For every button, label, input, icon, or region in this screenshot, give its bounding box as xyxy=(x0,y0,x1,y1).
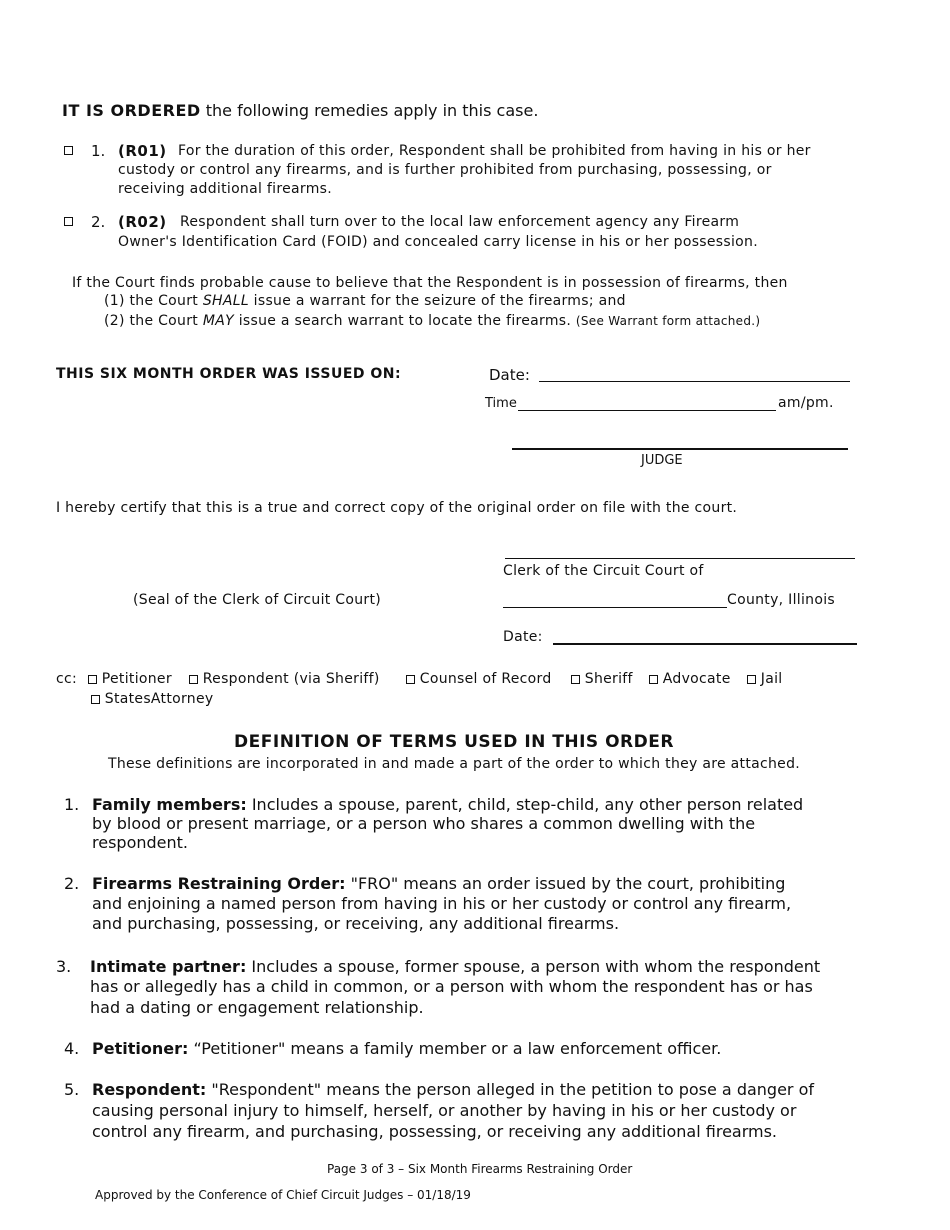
remedy-code: (R01) xyxy=(118,142,167,160)
clerk-court-label: Clerk of the Circuit Court of xyxy=(503,563,704,579)
probable-line-2: (1) the Court SHALL issue a warrant for the seizure of the firearms; and xyxy=(104,293,626,309)
remedy-number: 1. xyxy=(91,142,106,160)
probable-line-3: (2) the Court MAY issue a search warrant to locate the firearms. (See Warrant form attached.) xyxy=(104,313,761,329)
cc-respondent[interactable]: Respondent (via Sheriff) xyxy=(189,671,380,687)
remedy-text-line: receiving additional firearms. xyxy=(118,181,332,197)
remedy-text-line: Owner's Identification Card (FOID) and concealed carry license in his or her possession. xyxy=(118,234,758,250)
cc-states-attorney[interactable]: StatesAttorney xyxy=(91,691,213,707)
judge-signature-line[interactable] xyxy=(512,448,848,450)
definition-line: causing personal injury to himself, herself, or another by having in his or her custody or xyxy=(92,1101,797,1120)
ordered-statement xyxy=(62,101,538,120)
issued-ampm: am/pm. xyxy=(778,395,834,411)
cc-advocate[interactable]: Advocate xyxy=(649,671,731,687)
clerk-signature-line[interactable] xyxy=(505,558,855,559)
definition-line: has or allegedly has a child in common, or a person with whom the respondent has or has xyxy=(90,977,813,996)
issued-heading: THIS SIX MONTH ORDER WAS ISSUED ON: xyxy=(56,366,402,382)
cc-sheriff[interactable]: Sheriff xyxy=(571,671,633,687)
county-label: County, Illinois xyxy=(727,592,835,608)
approval-footer: Approved by the Conference of Chief Circuit Judges – 01/18/19 xyxy=(95,1188,471,1202)
certify-statement: I hereby certify that this is a true and correct copy of the original order on file with the court. xyxy=(56,500,738,516)
definitions-subtitle: These definitions are incorporated in and made a part of the order to which they are attached. xyxy=(107,756,801,772)
definition-line: control any firearm, and purchasing, possessing, or receiving any additional firearms. xyxy=(92,1122,778,1141)
definition-line: Respondent: "Respondent" means the person alleged in the petition to pose a danger of xyxy=(92,1080,815,1099)
remedy-number: 2. xyxy=(91,213,106,231)
probable-line-1: If the Court finds probable cause to believe that the Respondent is in possession of firearms, then xyxy=(72,275,788,291)
definition-line: had a dating or engagement relationship. xyxy=(90,998,424,1017)
definition-number: 1. xyxy=(64,795,80,814)
judge-label: JUDGE xyxy=(641,453,683,468)
definition-line: and purchasing, possessing, or receiving, any additional firearms. xyxy=(92,914,620,933)
definition-line: Firearms Restraining Order: "FRO" means an order issued by the court, prohibiting xyxy=(92,874,786,893)
definition-number: 4. xyxy=(64,1039,80,1058)
cc-jail[interactable]: Jail xyxy=(747,671,782,687)
definition-line: and enjoining a named person from having in his or her custody or control any firearm, xyxy=(92,894,792,913)
definition-number: 2. xyxy=(64,874,80,893)
cc-petitioner[interactable]: Petitioner xyxy=(88,671,172,687)
definition-line: Intimate partner: Includes a spouse, former spouse, a person with whom the respondent xyxy=(90,957,821,976)
remedy-r01-checkbox[interactable] xyxy=(64,146,73,155)
cc-counsel[interactable]: Counsel of Record xyxy=(406,671,552,687)
page-footer: Page 3 of 3 – Six Month Firearms Restraining Order xyxy=(327,1162,633,1176)
clerk-date-label: Date: xyxy=(503,629,543,645)
remedy-text-line: For the duration of this order, Respondent shall be prohibited from having in his or her xyxy=(178,143,811,159)
clerk-seal-label: (Seal of the Clerk of Circuit Court) xyxy=(133,592,382,608)
definition-line: Petitioner: “Petitioner" means a family member or a law enforcement officer. xyxy=(92,1039,722,1058)
remedy-code: (R02) xyxy=(118,213,167,231)
issued-date-label: Date: xyxy=(489,366,530,384)
ordered-rest: the following remedies apply in this case. xyxy=(200,101,539,120)
definition-line: by blood or present marriage, or a person who shares a common dwelling with the xyxy=(92,814,756,833)
county-field[interactable] xyxy=(503,607,727,608)
definitions-title: DEFINITION OF TERMS USED IN THIS ORDER xyxy=(234,732,674,752)
remedy-text-line: Respondent shall turn over to the local law enforcement agency any Firearm xyxy=(180,214,740,230)
ordered-lead: IT IS ORDERED xyxy=(62,101,201,120)
cc-label: cc: xyxy=(56,671,78,687)
issued-date-field[interactable] xyxy=(539,381,850,382)
clerk-date-field[interactable] xyxy=(553,643,857,645)
definition-number: 3. xyxy=(56,957,72,976)
definition-line: respondent. xyxy=(92,833,188,852)
remedy-r02-checkbox[interactable] xyxy=(64,217,73,226)
definition-number: 5. xyxy=(64,1080,80,1099)
issued-time-label: Time xyxy=(485,396,517,411)
issued-time-field[interactable] xyxy=(518,410,776,411)
remedy-text-line: custody or control any firearms, and is further prohibited from purchasing, possessing, or xyxy=(118,162,772,178)
definition-line: Family members: Includes a spouse, parent, child, step-child, any other person related xyxy=(92,795,804,814)
warrant-note: (See Warrant form attached.) xyxy=(575,314,761,328)
